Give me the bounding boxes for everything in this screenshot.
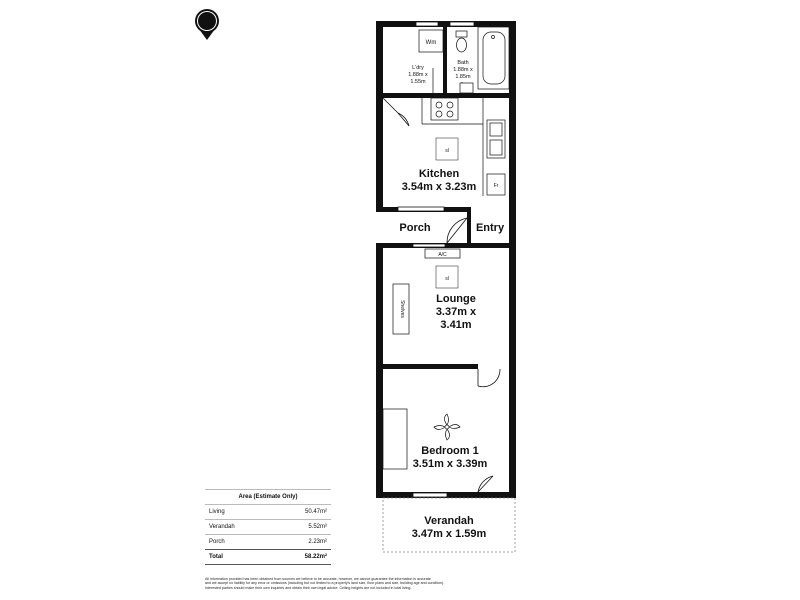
vanity-icon [460, 83, 473, 93]
area-table [205, 489, 331, 565]
area-total-label: Total [205, 550, 271, 565]
lounge-skylight-label: sl [445, 276, 449, 282]
aircon-icon [425, 249, 460, 258]
shelves-label: Shelves [399, 300, 405, 318]
sink-icon [487, 120, 505, 158]
laundry-dim1: 1.88m x [408, 72, 428, 78]
table-row [205, 520, 331, 535]
bath-name: Bath [457, 60, 469, 66]
wardrobe-icon [383, 409, 407, 469]
aircon-label: A/C [438, 252, 447, 258]
area-total-value: 58.22m² [271, 550, 331, 565]
disclaimer-line: and we accept no liability for any error or omissions (including but not limited to a property's land size, floor plans and size, building age and condition). [205, 581, 445, 586]
washer-label: Wm [425, 40, 437, 46]
area-value: 50.47m² [271, 505, 331, 520]
bath-dim1: 1.88m x [453, 67, 473, 73]
disclaimer-line: Interested parties should make their own inquiries and obtain their own legal advice. Ceiling heights are not included in total living. [205, 585, 412, 590]
laundry-name: L'dry [412, 65, 424, 71]
table-row [205, 505, 331, 520]
verandah-name: Verandah [424, 515, 474, 527]
bedroom-name: Bedroom 1 [421, 445, 479, 457]
fridge-icon [487, 174, 505, 195]
area-value: 5.52m² [271, 520, 331, 535]
bathtub-icon [478, 27, 509, 89]
north-compass-icon [195, 9, 219, 40]
bath-dim2: 1.85m [455, 74, 471, 80]
verandah-dims: 3.47m x 1.59m [411, 528, 487, 540]
area-value: 2.23m² [271, 535, 331, 550]
lounge-dim2: 3.41m [440, 319, 472, 331]
table-row [205, 535, 331, 550]
area-table-title: Area (Estimate Only) [205, 490, 331, 505]
kitchen-skylight-icon [436, 138, 458, 160]
porch-opening [375, 212, 384, 243]
lounge-name: Lounge [436, 293, 476, 305]
laundry-dim2: 1.55m [410, 79, 426, 85]
disclaimer [205, 577, 455, 590]
compass-letter: N [204, 15, 210, 21]
porch-name: Porch [399, 222, 431, 234]
bedroom-dims: 3.51m x 3.39m [412, 458, 488, 470]
kitchen-dims: 3.54m x 3.23m [401, 181, 477, 193]
area-label: Verandah [205, 520, 271, 535]
washer-icon [419, 30, 443, 52]
fridge-label: Fr [493, 183, 499, 189]
compass-word: North [200, 23, 214, 29]
disclaimer-line: All information provided has been obtained from sources we believe to be accurate, however, we cannot guarantee the information is accurate [205, 577, 431, 581]
area-label: Living [205, 505, 271, 520]
toilet-icon [456, 31, 467, 52]
cooktop-icon [431, 98, 458, 120]
shelves-icon [393, 284, 409, 334]
entry-name: Entry [475, 222, 505, 234]
ceiling-fan-icon [434, 414, 460, 440]
lounge-skylight-icon [436, 266, 458, 288]
kitchen-skylight-label: sl [445, 148, 449, 154]
kitchen-name: Kitchen [418, 168, 460, 180]
lounge-dim1: 3.37m x [435, 306, 477, 318]
area-label: Porch [205, 535, 271, 550]
table-row-total [205, 550, 331, 565]
